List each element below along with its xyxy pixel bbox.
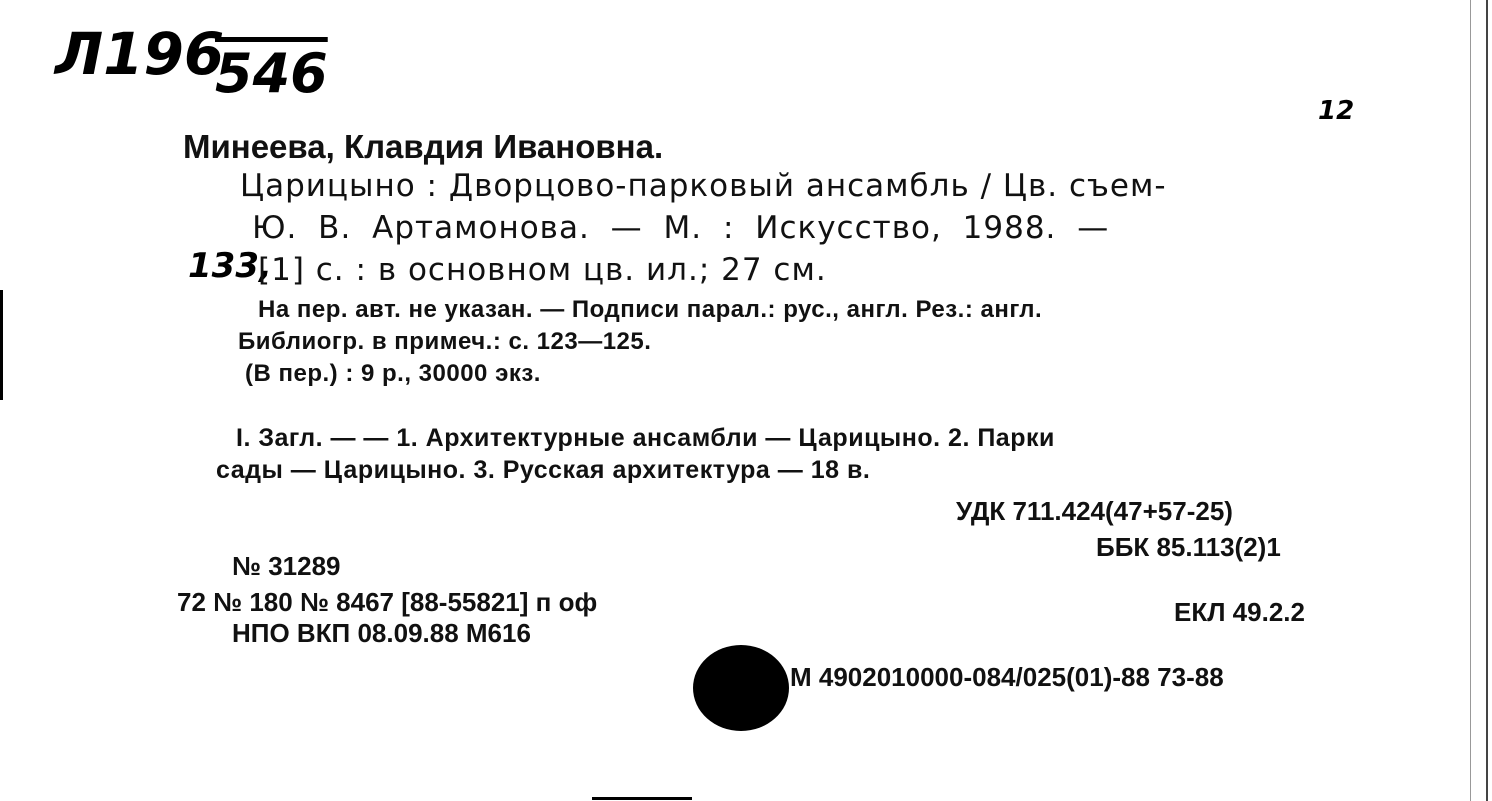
handwritten-number: 546: [215, 42, 328, 105]
subject-line-2: сады — Царицыно. 3. Русская архитектура — 18 в.: [216, 456, 871, 484]
handwritten-page-count: 133,: [188, 246, 272, 286]
npo-line: НПО ВКП 08.09.88 М616: [232, 618, 531, 648]
handwritten-call-number: Л196: [55, 20, 225, 88]
print-info: 72 № 180 № 8467 [88-55821] п оф: [177, 587, 598, 617]
udk-code: УДК 711.424(47+57-25): [956, 496, 1233, 526]
description-line-3: [1] с. : в основном цв. ил.; 27 см.: [258, 252, 827, 288]
ekl-code: ЕКЛ 49.2.2: [1174, 597, 1305, 627]
note-line-1: На пер. авт. не указан. — Подписи парал.: рус., англ. Рез.: англ.: [258, 296, 1043, 323]
description-line-2: Ю. В. Артамонова. — М. : Искусство, 1988. —: [252, 210, 1110, 246]
right-inner-line: [1470, 0, 1471, 801]
ink-blot: [693, 645, 789, 731]
bbk-code: ББК 85.113(2)1: [1096, 532, 1281, 562]
right-edge-line: [1486, 0, 1488, 801]
left-edge-line: [0, 290, 3, 400]
author-heading: Минеева, Клавдия Ивановна.: [183, 128, 664, 165]
description-line-1: Царицыно : Дворцово-парковый ансамбль / Цв. съем-: [240, 168, 1167, 204]
card-number: № 31289: [232, 551, 341, 581]
corner-mark: 12: [1318, 96, 1355, 126]
subject-line-1: I. Загл. — — 1. Архитектурные ансамбли — Царицыно. 2. Парки: [236, 424, 1055, 452]
index-code: М 4902010000-084/025(01)-88 73-88: [790, 662, 1224, 692]
note-line-2: Библиогр. в примеч.: с. 123—125.: [238, 328, 652, 355]
note-line-3: (В пер.) : 9 р., 30000 экз.: [245, 360, 541, 387]
bottom-mark: [592, 797, 692, 800]
